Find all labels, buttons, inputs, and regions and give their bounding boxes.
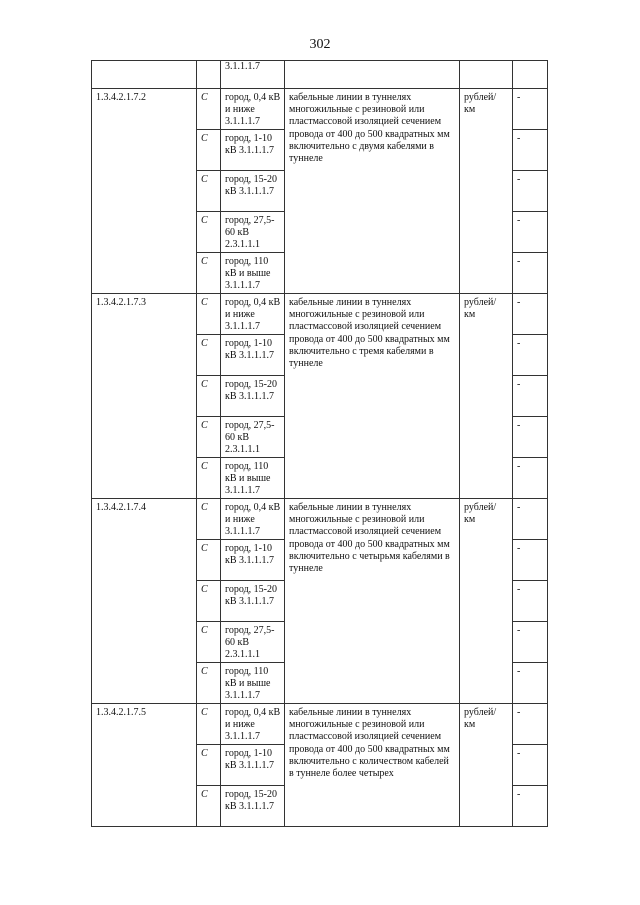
type-cell [197,61,221,89]
page-number: 302 [309,37,331,52]
row-condition: город, 27,5-60 кВ 2.3.1.1.1 [221,622,285,663]
row-condition: город, 1-10 кВ 3.1.1.1.7 [221,130,285,171]
row-value: - [513,376,548,417]
row-condition: город, 15-20 кВ 3.1.1.1.7 [221,581,285,622]
row-condition: город, 27,5-60 кВ 2.3.1.1.1 [221,212,285,253]
row-type: С [197,130,221,171]
item-description: кабельные линии в туннелях многожильные с резиновой или пластмассовой изоляцией сечением провода от 400 до 500 квадратных мм включительно с четырьмя кабелями в туннеле [285,499,460,704]
table-row [92,294,548,335]
row-condition: город, 1-10 кВ 3.1.1.1.7 [221,745,285,786]
row-condition: город, 110 кВ и выше 3.1.1.1.7 [221,253,285,294]
row-type: С [197,253,221,294]
unit-cell [460,61,513,89]
row-condition: город, 0,4 кВ и ниже 3.1.1.1.7 [221,499,285,540]
row-type: С [197,89,221,130]
row-value: - [513,294,548,335]
row-type: С [197,417,221,458]
item-description: кабельные линии в туннелях многожильные с резиновой или пластмассовой изоляцией сечением провода от 400 до 500 квадратных мм включительно с количеством кабелей в туннеле более четырех [285,704,460,827]
row-value: - [513,335,548,376]
row-condition: город, 0,4 кВ и ниже 3.1.1.1.7 [221,294,285,335]
description-cell [285,61,460,89]
row-value: - [513,499,548,540]
row-value: - [513,663,548,704]
row-type: С [197,294,221,335]
row-value: - [513,458,548,499]
item-code: 1.3.4.2.1.7.2 [92,89,197,294]
table-row [92,704,548,745]
tariff-table [91,60,548,827]
item-code: 1.3.4.2.1.7.5 [92,704,197,827]
row-type: С [197,786,221,827]
item-code: 1.3.4.2.1.7.4 [92,499,197,704]
row-type: С [197,663,221,704]
item-code: 1.3.4.2.1.7.3 [92,294,197,499]
row-type: С [197,171,221,212]
row-type: С [197,581,221,622]
row-value: - [513,704,548,745]
row-type: С [197,376,221,417]
table-body [92,61,548,827]
row-condition: город, 1-10 кВ 3.1.1.1.7 [221,335,285,376]
row-condition: город, 0,4 кВ и ниже 3.1.1.1.7 [221,704,285,745]
item-unit: рублей/ км [460,499,513,704]
row-value: - [513,212,548,253]
row-value: - [513,417,548,458]
row-type: С [197,458,221,499]
row-value: - [513,130,548,171]
row-value: - [513,622,548,663]
row-condition: город, 110 кВ и выше 3.1.1.1.7 [221,663,285,704]
table-row [92,89,548,130]
row-type: С [197,499,221,540]
row-value: - [513,581,548,622]
row-condition: город, 15-20 кВ 3.1.1.1.7 [221,786,285,827]
row-condition: город, 27,5-60 кВ 2.3.1.1.1 [221,417,285,458]
item-description: кабельные линии в туннелях многожильные с резиновой или пластмассовой изоляцией сечением провода от 400 до 500 квадратных мм включительно с тремя кабелями в туннеле [285,294,460,499]
row-type: С [197,745,221,786]
row-value: - [513,745,548,786]
row-type: С [197,335,221,376]
item-unit: рублей/ км [460,704,513,827]
table-row [92,499,548,540]
value-cell [513,61,548,89]
row-condition: город, 15-20 кВ 3.1.1.1.7 [221,376,285,417]
row-condition: город, 1-10 кВ 3.1.1.1.7 [221,540,285,581]
table-row-continuation [92,61,548,89]
row-condition: город, 110 кВ и выше 3.1.1.1.7 [221,458,285,499]
row-value: - [513,540,548,581]
row-type: С [197,212,221,253]
row-condition: город, 15-20 кВ 3.1.1.1.7 [221,171,285,212]
row-value: - [513,89,548,130]
item-unit: рублей/ км [460,294,513,499]
row-type: С [197,540,221,581]
row-type: С [197,622,221,663]
code-cell [92,61,197,89]
row-value: - [513,171,548,212]
row-value: - [513,786,548,827]
item-unit: рублей/ км [460,89,513,294]
row-value: - [513,253,548,294]
condition-cell: 3.1.1.1.7 [221,61,285,89]
row-condition: город, 0,4 кВ и ниже 3.1.1.1.7 [221,89,285,130]
item-description: кабельные линии в туннелях многожильные с резиновой или пластмассовой изоляцией сечением провода от 400 до 500 квадратных мм включительно с двумя кабелями в туннеле [285,89,460,294]
row-type: С [197,704,221,745]
